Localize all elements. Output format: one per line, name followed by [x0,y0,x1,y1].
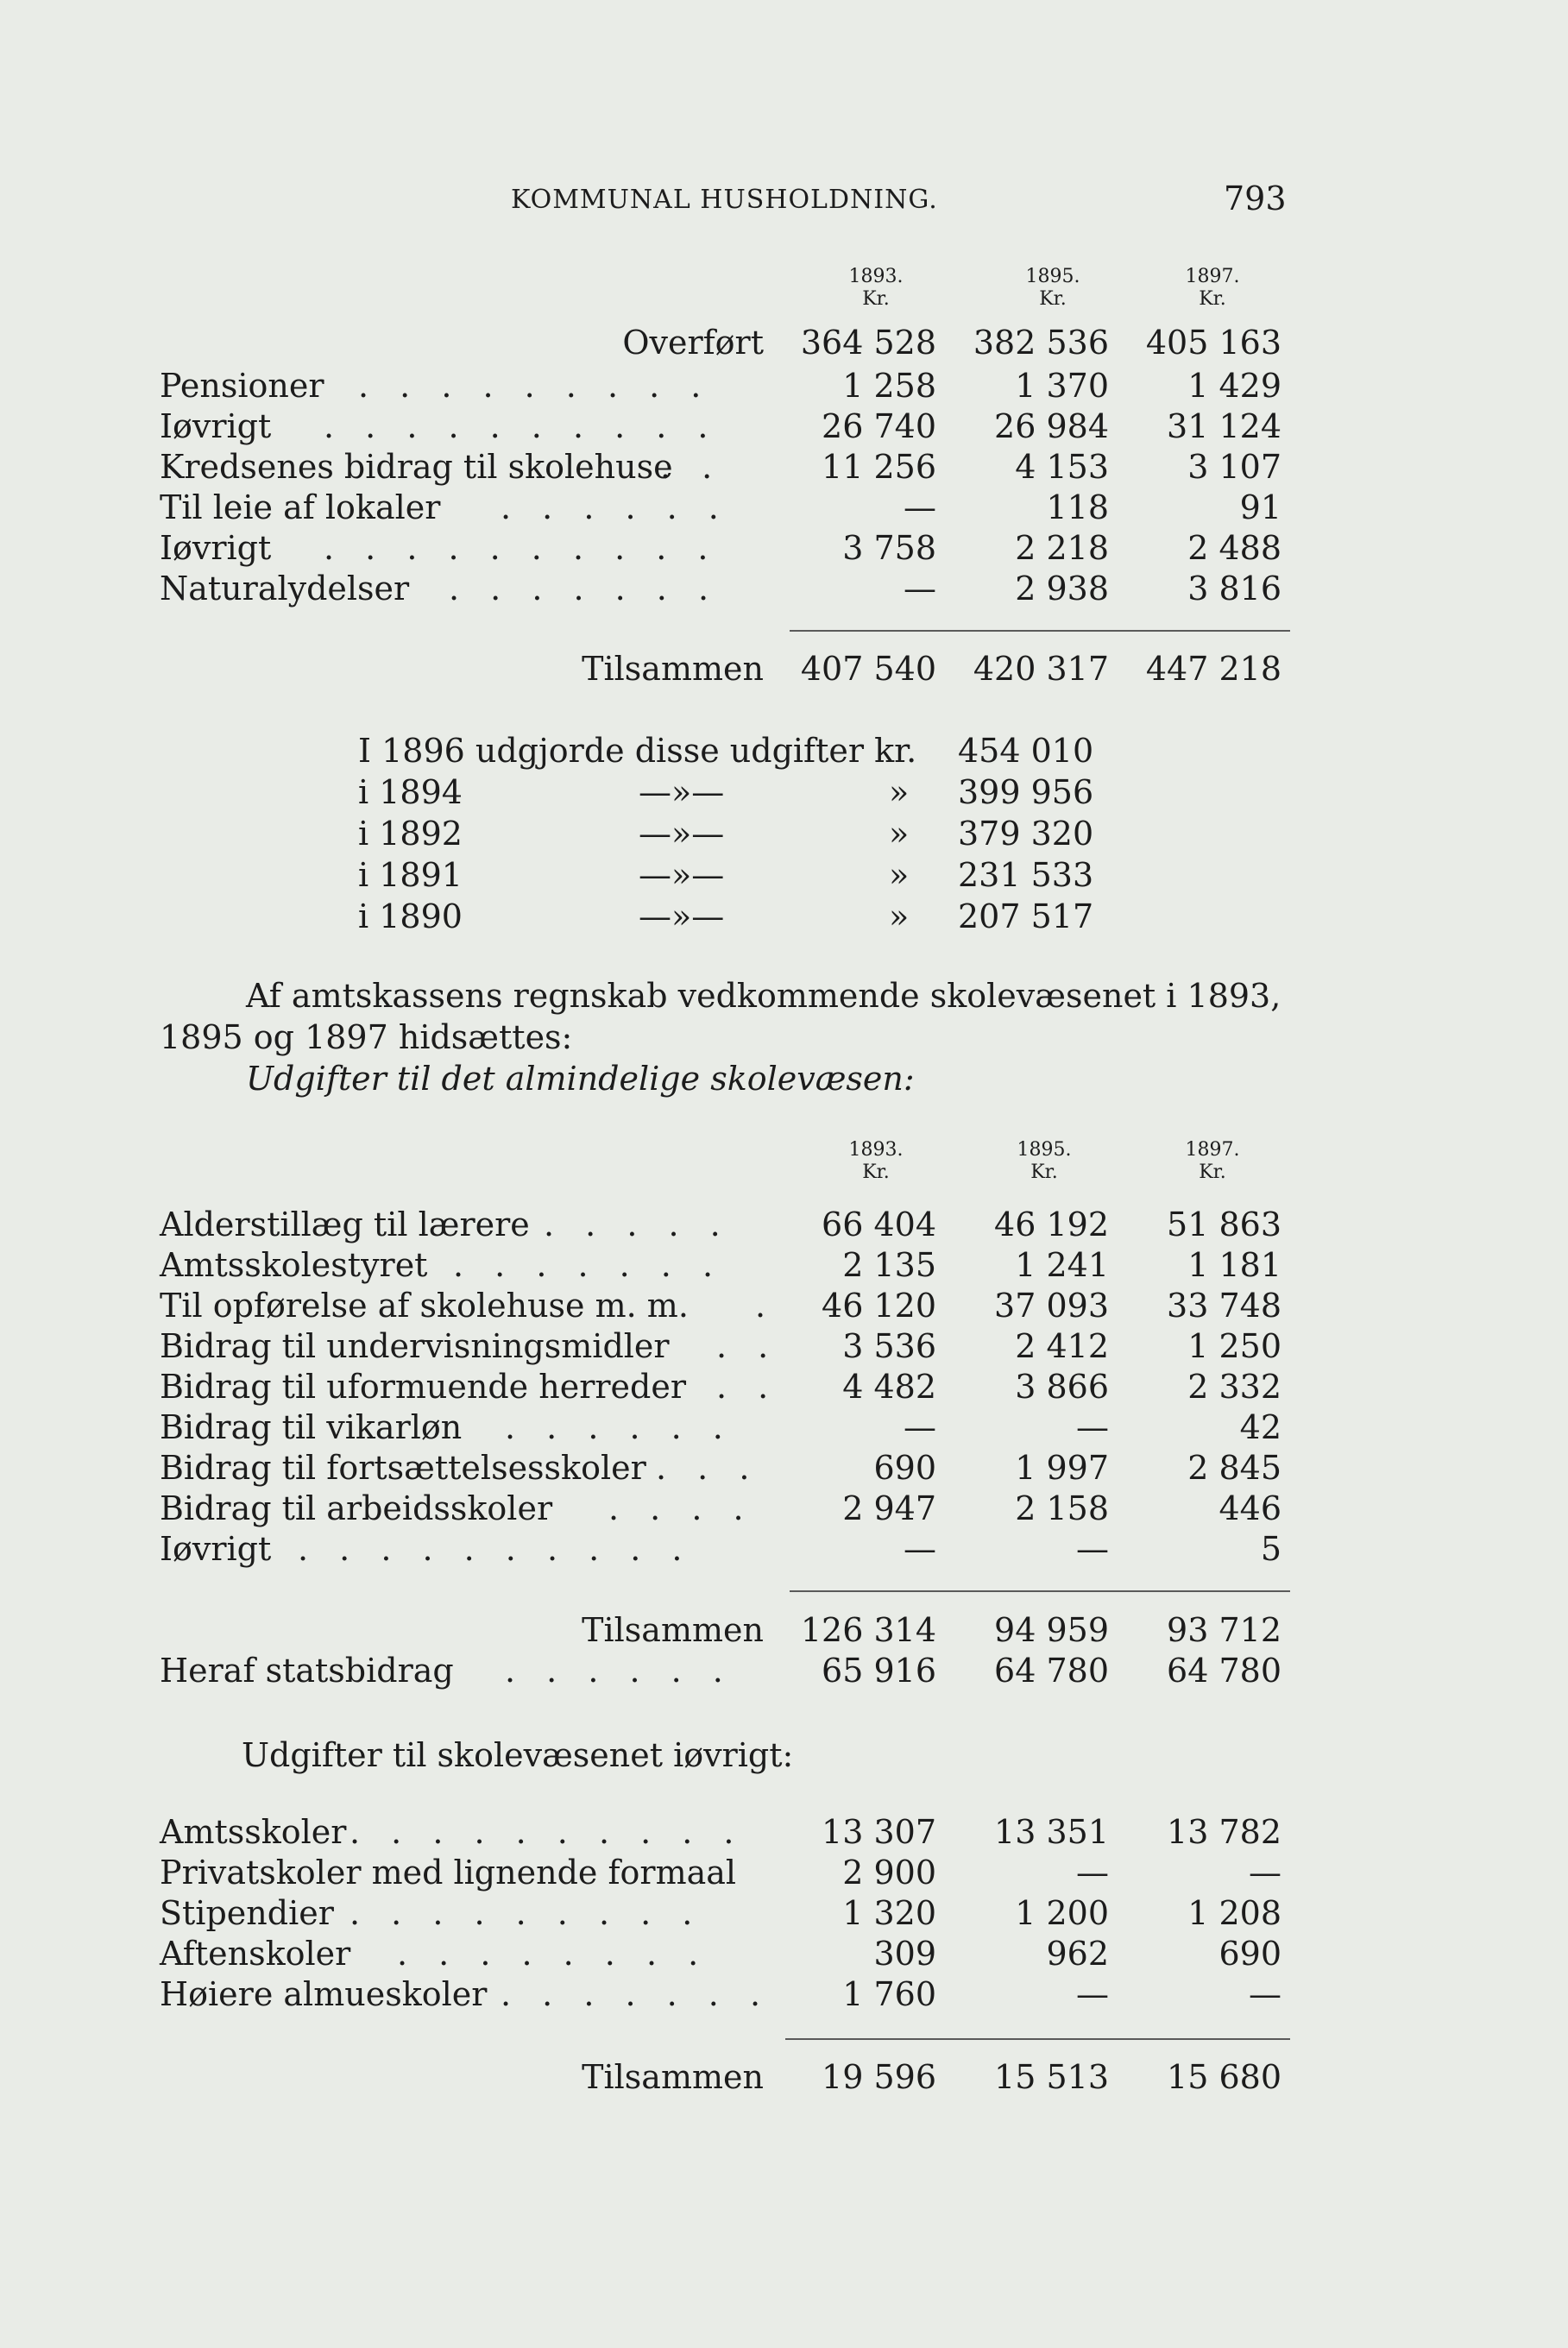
history-value: 231 533 [958,856,1094,894]
ditto-marker: » [889,856,910,894]
cell-1895: 1 997 [1015,1449,1109,1487]
cell-1897: 2 488 [1187,529,1281,567]
cell-1897: 2 845 [1187,1449,1281,1487]
col-header-1895: 1895. Kr. [1017,1139,1072,1183]
cell-1897: 3 107 [1187,448,1281,486]
row-label: Heraf statsbidrag [160,1652,454,1690]
ditto-mark: —»— [639,815,725,853]
cell-1893: 19 596 [822,2058,936,2096]
history-text: i 1891 [358,856,463,894]
cell-1897: 33 748 [1167,1287,1281,1325]
cell-1893: 13 307 [822,1813,936,1851]
cell-1893: 3 536 [842,1327,936,1365]
cell-1893: 46 120 [822,1287,936,1325]
history-line [358,896,1135,937]
leader-dots: . . . . [608,1489,754,1527]
col-header-1897: 1897. Kr. [1185,266,1240,310]
leader-dots: . . . . . . . [501,1975,771,2013]
cell-1895: 382 536 [973,324,1109,362]
leader-dots: . . . . . . . . . [349,1894,703,1932]
cell-1893: 2 135 [842,1246,936,1284]
row-label: Iøvrigt [160,529,272,567]
page-number: 793 [1224,179,1287,217]
cell-1895: 64 780 [994,1652,1109,1690]
table-row [160,1286,1290,1325]
cell-1893: 2 900 [842,1854,936,1892]
running-header: KOMMUNAL HUSHOLDNING. [511,185,938,215]
cell-1897: 42 [1239,1408,1281,1446]
cell-1893: — [904,488,936,526]
row-label: Bidrag til arbeidsskoler [160,1489,553,1527]
cell-1893: 66 404 [822,1205,936,1243]
cell-1893: 309 [873,1935,936,1973]
row-label: Iøvrigt [160,407,272,445]
row-label: Bidrag til vikarløn [160,1408,463,1446]
table-row [160,1407,1290,1447]
cell-1895: 2 412 [1015,1327,1109,1365]
history-line [358,813,1135,854]
cell-1895: 2 158 [1015,1489,1109,1527]
history-line [358,771,1135,813]
leader-dots: . . . . . . [505,1408,734,1446]
table-row [160,366,1290,406]
table-row [160,528,1290,568]
cell-1897: 1 429 [1187,367,1281,405]
cell-1893: 4 482 [842,1368,936,1406]
table-row [160,1326,1290,1366]
sum-rule [785,2038,1290,2040]
table-row [160,1205,1290,1244]
history-line [358,730,1135,771]
cell-1897: 15 680 [1167,2058,1281,2096]
cell-1895: 118 [1046,488,1109,526]
leader-dots: . . [716,1327,779,1365]
section-heading-general: Udgifter til det almindelige skolevæsen: [246,1060,915,1098]
table-row [160,1974,1290,2014]
table-row-total [160,2057,1290,2097]
cell-1895: 46 192 [994,1205,1109,1243]
cell-1897: 1 181 [1187,1246,1281,1284]
cell-1895: 2 218 [1015,529,1109,567]
cell-1893: — [904,1408,936,1446]
row-label: Høiere almueskoler [160,1975,488,2013]
cell-1897: 2 332 [1187,1368,1281,1406]
cell-1893: 1 760 [842,1975,936,2013]
cell-1897: 446 [1219,1489,1281,1527]
cell-1897: 3 816 [1187,570,1281,607]
history-line [358,854,1135,896]
cell-1897: 405 163 [1145,324,1281,362]
cell-1895: 420 317 [973,650,1109,688]
table-row [160,569,1290,608]
table-row [160,1448,1290,1488]
row-label: Kredsenes bidrag til skolehuse [160,448,673,486]
ditto-marker: » [889,815,910,853]
cell-1893: 2 947 [842,1489,936,1527]
table-row [160,1367,1290,1407]
cell-1895: 13 351 [994,1813,1109,1851]
cell-1895: 15 513 [994,2058,1109,2096]
table-row [160,1853,1290,1892]
leader-dots: . . . . . . . [449,570,720,607]
history-text: i 1890 [358,897,463,935]
cell-1897: 447 218 [1145,650,1281,688]
ditto-mark: —»— [639,897,725,935]
leader-dots: . . . . . . . . . . [298,1530,693,1568]
cell-1893: 1 320 [842,1894,936,1932]
col-header-1893: 1893. Kr. [848,266,904,310]
cell-1897: 13 782 [1167,1813,1281,1851]
row-label: Iøvrigt [160,1530,272,1568]
cell-1895: — [1076,1408,1109,1446]
cell-1895: — [1076,1975,1109,2013]
leader-dots: . . . . . . . . . . [349,1813,745,1851]
cell-1893: 407 540 [800,650,936,688]
row-label: Til leie af lokaler [160,488,441,526]
cell-1895: 3 866 [1015,1368,1109,1406]
leader-dots: . . [660,448,723,486]
row-label: Naturalydelser [160,570,410,607]
row-label: Pensioner [160,367,324,405]
table-row [160,406,1290,446]
row-label: Overført [622,324,764,362]
leader-dots: . . . . . . . . . . [324,529,719,567]
cell-1897: 1 208 [1187,1894,1281,1932]
row-label: Bidrag til uformuende herreder [160,1368,686,1406]
leader-dots: . . . . . . . . . . [324,407,719,445]
leader-dots: . [755,1287,777,1325]
table-row [160,1529,1290,1569]
table-row [160,488,1290,527]
cell-1895: 94 959 [994,1611,1109,1649]
leader-dots: . . [716,1368,779,1406]
table-row-carried [160,323,1290,362]
history-value: 454 010 [958,732,1094,770]
cell-1893: 11 256 [822,448,936,486]
leader-dots: . . . . . [544,1205,731,1243]
cell-1897: 1 250 [1187,1327,1281,1365]
cell-1897: 5 [1260,1530,1281,1568]
history-value: 379 320 [958,815,1094,853]
row-label: Tilsammen [582,650,764,688]
cell-1893: 1 258 [842,367,936,405]
col-header-1897: 1897. Kr. [1185,1139,1240,1183]
table-row [160,1489,1290,1528]
row-label: Til opførelse af skolehuse m. m. [160,1287,689,1325]
cell-1895: 1 200 [1015,1894,1109,1932]
ditto-marker: » [889,773,910,811]
cell-1897: 93 712 [1167,1611,1281,1649]
cell-1897: 51 863 [1167,1205,1281,1243]
row-label: Privatskoler med lignende formaal [160,1854,737,1892]
history-text: i 1892 [358,815,463,853]
table-row-total [160,649,1290,689]
cell-1897: — [1249,1975,1281,2013]
table-row [160,1812,1290,1852]
leader-dots: . . . . . . [501,488,729,526]
cell-1893: 364 528 [800,324,936,362]
cell-1897: 31 124 [1167,407,1281,445]
history-text: I 1896 udgjorde disse udgifter kr. [358,732,917,770]
cell-1895: — [1076,1530,1109,1568]
ditto-mark: —»— [639,773,725,811]
history-text: i 1894 [358,773,463,811]
cell-1895: 26 984 [994,407,1109,445]
row-label: Tilsammen [582,2058,764,2096]
cell-1893: 126 314 [800,1611,936,1649]
leader-dots: . . . . . . . . [397,1935,709,1973]
ditto-mark: —»— [639,856,725,894]
cell-1895: 37 093 [994,1287,1109,1325]
row-label: Bidrag til undervisningsmidler [160,1327,670,1365]
sum-rule [790,630,1290,632]
col-header-1893: 1893. Kr. [848,1139,904,1183]
cell-1895: 1 241 [1015,1246,1109,1284]
ditto-marker: » [889,897,910,935]
history-value: 399 956 [958,773,1094,811]
cell-1895: 962 [1046,1935,1109,1973]
row-label: Alderstillæg til lærere [160,1205,530,1243]
row-label: Aftenskoler [160,1935,351,1973]
cell-1893: 3 758 [842,529,936,567]
cell-1893: 690 [873,1449,936,1487]
row-label: Bidrag til fortsættelsesskoler [160,1449,646,1487]
intro-line-1: Af amtskassens regnskab vedkommende skolevæsenet i 1893, [246,977,1281,1015]
table-row-total [160,1610,1290,1650]
row-label: Tilsammen [582,1611,764,1649]
row-label: Amtsskolestyret [160,1246,428,1284]
leader-dots: . . . . . . . [453,1246,724,1284]
cell-1895: 2 938 [1015,570,1109,607]
cell-1895: 1 370 [1015,367,1109,405]
table-row [160,1934,1290,1973]
cell-1893: 26 740 [822,407,936,445]
table-row [160,1245,1290,1285]
table-row [160,447,1290,487]
history-value: 207 517 [958,897,1094,935]
cell-1897: 91 [1239,488,1281,526]
leader-dots: . . . . . . [505,1652,734,1690]
sum-rule [790,1590,1290,1592]
leader-dots: . . . [656,1449,760,1487]
cell-1893: — [904,570,936,607]
cell-1897: 690 [1219,1935,1281,1973]
cell-1897: 64 780 [1167,1652,1281,1690]
row-label: Stipendier [160,1894,334,1932]
row-label: Amtsskoler [160,1813,347,1851]
cell-1895: 4 153 [1015,448,1109,486]
table-row [160,1893,1290,1933]
table-row [160,1651,1290,1690]
cell-1895: — [1076,1854,1109,1892]
col-header-1895: 1895. Kr. [1025,266,1080,310]
leader-dots: . . . . . . . . . [358,367,712,405]
cell-1897: — [1249,1854,1281,1892]
cell-1893: 65 916 [822,1652,936,1690]
cell-1893: — [904,1530,936,1568]
section-heading-other: Udgifter til skolevæsenet iøvrigt: [242,1736,794,1774]
intro-line-2: 1895 og 1897 hidsættes: [160,1018,573,1056]
